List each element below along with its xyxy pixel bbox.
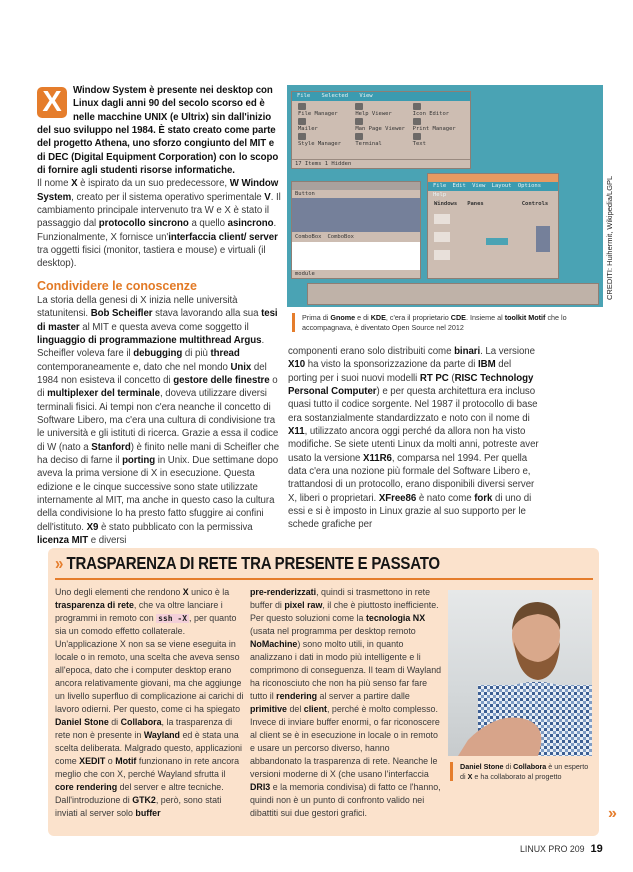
text-run: del server e altre tecniche. Dall'introduzione di — [55, 782, 224, 805]
bold-text: X11R6 — [363, 452, 392, 464]
text-run: , però, sono stati inviati al server solo — [55, 795, 222, 818]
text-run: al server a partire dalle — [317, 691, 410, 701]
bold-text: Motif — [115, 756, 137, 766]
front-panel — [307, 283, 599, 305]
text-run: , c'era il proprietario — [385, 313, 451, 322]
text-run: unico è la — [188, 587, 230, 597]
text-run: del 1984 non esisteva il concetto di — [37, 361, 267, 386]
text-run: , quindi si trasmettono in rete buffer di — [250, 587, 431, 610]
text-run: di più — [182, 348, 211, 360]
text-run: . Scheifler voleva fare il — [37, 334, 265, 360]
bold-text: toolkit Motif — [504, 313, 546, 322]
text-run: è stato pubblicato con la permissiva — [98, 521, 253, 533]
bold-text: V — [264, 191, 271, 203]
text-run: e di — [355, 313, 371, 322]
text-run: a quello — [188, 218, 228, 230]
daniel-stone-photo — [448, 590, 592, 756]
panel-label: Windows — [434, 201, 458, 207]
motif-window — [291, 181, 421, 279]
desktop-app-icon[interactable] — [413, 133, 464, 147]
bold-text: asincrono — [227, 218, 274, 230]
panel-labels — [428, 191, 558, 207]
bold-text: IBM — [478, 359, 496, 371]
app-label: File Manager — [298, 111, 338, 117]
app-icon — [355, 103, 363, 110]
text-run: di uno di essi e si è imposto in Linux grazie al suo supporto per le schede grafiche per — [288, 492, 532, 531]
menu-bar: File Selected View — [292, 92, 470, 101]
box-title-text: TRASPARENZA DI RETE TRA PRESENTE E PASSATO — [66, 553, 440, 573]
bold-text: binari — [454, 346, 481, 357]
desktop-app-icon[interactable] — [413, 118, 464, 132]
bold-text: thread — [210, 348, 240, 360]
text-run: , perché è molto complesso. Invece di inviare buffer enormi, o far riconoscere al client se è in esecuzione in locale o in remoto e usare un percorso diverso, hanno abbandonato la trasparenza di rete. Neanche le versioni moderne di X (che usano l'interfaccia — [250, 704, 440, 779]
desktop-app-icon[interactable] — [355, 118, 406, 132]
bold-text: W Window System — [37, 178, 279, 203]
text-run: . Funzionalmente, X fornisce un' — [37, 218, 277, 243]
text-run: (usata nel programma per desktop remoto — [250, 626, 416, 636]
text-run: stava lavorando alla sua — [152, 308, 262, 320]
bold-text: protocollo sincrono — [98, 218, 189, 230]
bold-text: DRI3 — [250, 782, 271, 792]
paragraph — [37, 177, 285, 270]
article-right-column — [288, 345, 542, 532]
text-run: , il che è piuttosto inefficiente. Per questo soluzioni come la — [250, 600, 439, 623]
bold-text: fork — [474, 492, 493, 504]
bold-text: GTK2 — [132, 795, 156, 805]
widget-icons — [434, 214, 450, 266]
text-run: di — [503, 762, 514, 771]
bold-text: Wayland — [143, 730, 180, 740]
combobox-label: ComboBox — [295, 234, 322, 240]
text-run: . La versione — [480, 346, 535, 357]
continue-chevron-icon: » — [608, 805, 617, 822]
panel-label: Controls — [521, 201, 549, 207]
bold-text: gestore delle finestre — [173, 374, 270, 386]
bold-text: Collabora — [120, 717, 162, 727]
box-title — [55, 553, 440, 574]
text-run: è ispirato da un suo predecessore, — [77, 178, 230, 190]
text-run: ) e per questa architettura era incluso quasi tutto il codice sorgente. Nel 1987 il protocollo di base era sostanzialmente standardizzato e noto con il nome di — [288, 386, 538, 424]
text-run: o — [105, 756, 116, 766]
text-run: , utilizzato ancora oggi perché da allora non ha visto modifiche. Se siete utenti Linux da molti anni, potreste aver usato la versione — [288, 426, 539, 464]
app-label: Style Manager — [298, 141, 342, 147]
bold-text: Bob Scheifler — [90, 308, 153, 320]
bold-text: buffer — [135, 808, 161, 818]
app-icon — [413, 133, 421, 140]
app-icon — [355, 133, 363, 140]
bold-text: interfaccia client/ server — [168, 231, 278, 243]
text-run: Uno degli elementi che rendono — [55, 587, 183, 597]
bold-text: tecnologia NX — [365, 613, 426, 623]
bold-text: X — [467, 771, 473, 781]
panel-label: Panes — [467, 201, 484, 207]
text-run: o di — [37, 374, 278, 400]
app-label: Text — [412, 141, 426, 147]
app-icon — [298, 103, 306, 110]
app-label: Man Page Viewer — [355, 126, 405, 132]
inline-code: ssh -X — [158, 614, 188, 623]
text-run: in Unix. Due settimane dopo aveva la prima versione di X in esecuzione. Questa edizione e le cinque successive sono state utilizzate internamente al MIT, ma anche in questo caso la cultura della condivisione lo ha presto fatto sfuggire ai confini dell'istituto. — [37, 454, 279, 533]
option-button — [486, 238, 508, 245]
bold-text: Daniel Stone — [460, 762, 504, 771]
menu-bar: File Edit View Layout Options Help — [428, 182, 558, 191]
text-run: del — [287, 704, 304, 714]
portrait-image — [448, 590, 592, 756]
title-bar — [292, 182, 420, 190]
app-label: Terminal — [355, 141, 382, 147]
bold-text: licenza MIT — [37, 535, 89, 546]
bold-text: porting — [122, 454, 156, 466]
app-icon — [298, 118, 306, 125]
bold-text: Daniel Stone — [55, 717, 109, 727]
app-manager-window — [291, 91, 471, 169]
text-run: , comparsa nel 1994. Per quella data c'era una nozione più formale del Software Libero e, trattandosi di un protocollo, erano disponibili diversi server X, liberi o proprietari. — [288, 452, 535, 504]
text-run: al MIT e questa aveva come soggetto il — [79, 321, 249, 333]
bold-text: XFree86 — [378, 492, 417, 504]
bold-text: pre-renderizzati — [250, 587, 317, 597]
bold-text: X10 — [288, 359, 306, 371]
cde-screenshot — [287, 85, 603, 307]
bold-text: X11 — [288, 426, 305, 438]
text-run: e diversi — [88, 535, 127, 546]
app-label: Print Manager — [412, 126, 456, 132]
app-label: Icon Editor — [412, 111, 450, 117]
text-run: e ha collaborato al progetto — [472, 771, 562, 781]
builder-window — [427, 173, 559, 279]
text-run: , doveva utilizzare diversi terminali fisici. Ai tempi non c'era neanche il concetto di Software Libero, ma c'era una cultura di condivisione tra le università e gli istituti di ricerca. Grazie a essa il codice di W (nato a — [37, 388, 279, 453]
title-bar — [428, 174, 558, 182]
bold-text: pixel raw — [284, 600, 323, 610]
desktop-app-icon[interactable] — [298, 118, 349, 132]
paragraph — [37, 294, 285, 548]
text-run: contemporaneamente e, dato che nel mondo — [37, 361, 231, 373]
bold-text: client — [303, 704, 327, 714]
page-footer — [520, 843, 603, 855]
app-icon — [298, 133, 306, 140]
text-run: Prima di — [302, 313, 331, 322]
text-run: è un esperto di — [460, 762, 589, 781]
desktop-app-icon[interactable] — [355, 133, 406, 147]
text-run: ) sono molto utili, in quanto analizzano i dati in modo più intelligente e li comprimono di conseguenza. Il team di Wayland ha riconosciuto che non ha più senso far fare tutto il — [250, 639, 442, 701]
text-run: . Insieme al — [465, 313, 505, 322]
bold-text: Unix — [230, 361, 252, 373]
text-run: e la memoria condivisa) di fatto ce l'hanno, quindi non è un punto di confronto valido nei dibattiti sui due gestori grafici. — [250, 782, 441, 818]
bold-text: RISC Technology Personal Computer — [288, 372, 534, 398]
status-bar: 17 Items 1 Hidden — [292, 159, 470, 168]
bold-text: X — [71, 178, 78, 190]
box-divider — [55, 578, 593, 580]
text-run: Il nome — [37, 178, 72, 190]
combobox-row — [292, 232, 420, 242]
text-run: , per quanto sia un comodo effetto collaterale. Un'applicazione X non sa se viene eseguita in locale o in remoto, una scelta che aveva senso all'epoca, dato che i computer desktop erano ancora relativamente giovani, ma che aggiunge un livello superfluo di complicazione ai carichi di lavoro odierni. Per questo, come ci ha spiegato — [55, 613, 244, 714]
app-label: Mailer — [298, 126, 318, 132]
icon-grid — [292, 101, 470, 149]
text-run: di — [108, 717, 121, 727]
bold-text: trasparenza di rete — [55, 600, 134, 610]
app-icon — [413, 103, 421, 110]
text-run: ha visto la sponsorizzazione da parte di — [305, 359, 479, 371]
text-run: La storia della genesi di X inizia nelle università statunitensi. — [37, 294, 238, 320]
text-run: , creato per il sistema operativo sperimentale — [71, 191, 265, 203]
text-run: funzionano in rete ancora meglio che con X, perché Wayland sfrutta il — [55, 756, 240, 779]
drop-cap: X — [37, 87, 67, 118]
text-run: del porting per i suoi nuovi modelli — [288, 359, 512, 384]
bold-text: X9 — [86, 521, 99, 533]
text-run: che lo accompagnava, è diventato Open Source nel 2012 — [302, 313, 567, 332]
button-label: Button — [292, 190, 420, 198]
bold-text: primitive — [250, 704, 287, 714]
text-run: ed è stata una scelta deliberata. Malgrado questo, applicazioni come — [55, 730, 242, 766]
magazine-issue: LINUX PRO 209 — [520, 844, 585, 854]
app-label: Help Viewer — [355, 111, 392, 117]
intro-paragraph: Window System è presente nei desktop con Linux dagli anni 90 del secolo scorso ed è nelle macchine UNIX (e Ultrix) sin dall'inizio del suo sviluppo nel 1984. È stato creato come parte del progetto Athena, uno sforzo congiunto del MIT e di DEC (Digital Equipment Corporation) con lo scopo di fornire agli studenti risorse informatiche. — [37, 85, 279, 177]
box-column-1 — [55, 586, 245, 820]
bold-text: multiplexer del terminale — [47, 388, 160, 400]
figure-caption — [292, 313, 592, 332]
text-run: . Il cambiamento principale intervenuto tra W e X è stato il passaggio dal — [37, 191, 281, 230]
box-column-2 — [250, 586, 443, 820]
desktop-app-icon[interactable] — [413, 103, 464, 117]
desktop-app-icon[interactable] — [298, 103, 349, 117]
photo-caption — [450, 762, 595, 781]
text-run: ( — [448, 372, 455, 384]
text-run: tra oggetti fisici (monitor, tastiera e mouse) e virtuali (il desktop). — [37, 245, 266, 270]
bold-text: rendering — [276, 691, 318, 701]
text-run: componenti erano solo distribuiti come — [288, 346, 455, 357]
bold-text: tesi di master — [37, 308, 278, 333]
combobox-label: ComboBox — [327, 234, 354, 240]
bold-text: Collabora — [513, 762, 547, 771]
bold-text: KDE — [370, 313, 386, 322]
status-label: module — [292, 270, 420, 278]
bold-text: NoMachine — [250, 639, 298, 649]
bold-text: Gnome — [330, 313, 356, 322]
text-run: è nato come — [416, 492, 475, 504]
bold-text: linguaggio di programmazione multithread Argus — [37, 334, 262, 346]
bold-text: CDE — [450, 313, 466, 322]
bold-text: X — [182, 587, 189, 597]
bold-text: core rendering — [55, 782, 118, 792]
page-number: 19 — [590, 843, 603, 855]
list-widget — [536, 226, 550, 252]
list-area — [292, 198, 420, 232]
article-left-column — [37, 84, 285, 547]
desktop-app-icon[interactable] — [355, 103, 406, 117]
bold-text: RT PC — [419, 372, 449, 384]
chevron-icon: » — [55, 553, 64, 573]
bold-text: debugging — [133, 348, 183, 360]
text-run: ) è finito nelle mani di Scheifler che ha deciso di farne il — [37, 441, 280, 466]
text-run: , la trasparenza di rete non è presente in — [55, 717, 233, 740]
bold-text: XEDIT — [79, 756, 106, 766]
photo-credit: CREDITI: Huihermit, Wikipedia/LGPL — [605, 175, 614, 300]
bold-text: Stanford — [91, 441, 131, 453]
app-icon — [355, 118, 363, 125]
desktop-app-icon[interactable] — [298, 133, 349, 147]
text-run: , che va oltre lanciare i programmi in remoto con — [55, 600, 223, 623]
section-heading: Condividere le conoscenze — [37, 278, 197, 293]
app-icon — [413, 118, 421, 125]
